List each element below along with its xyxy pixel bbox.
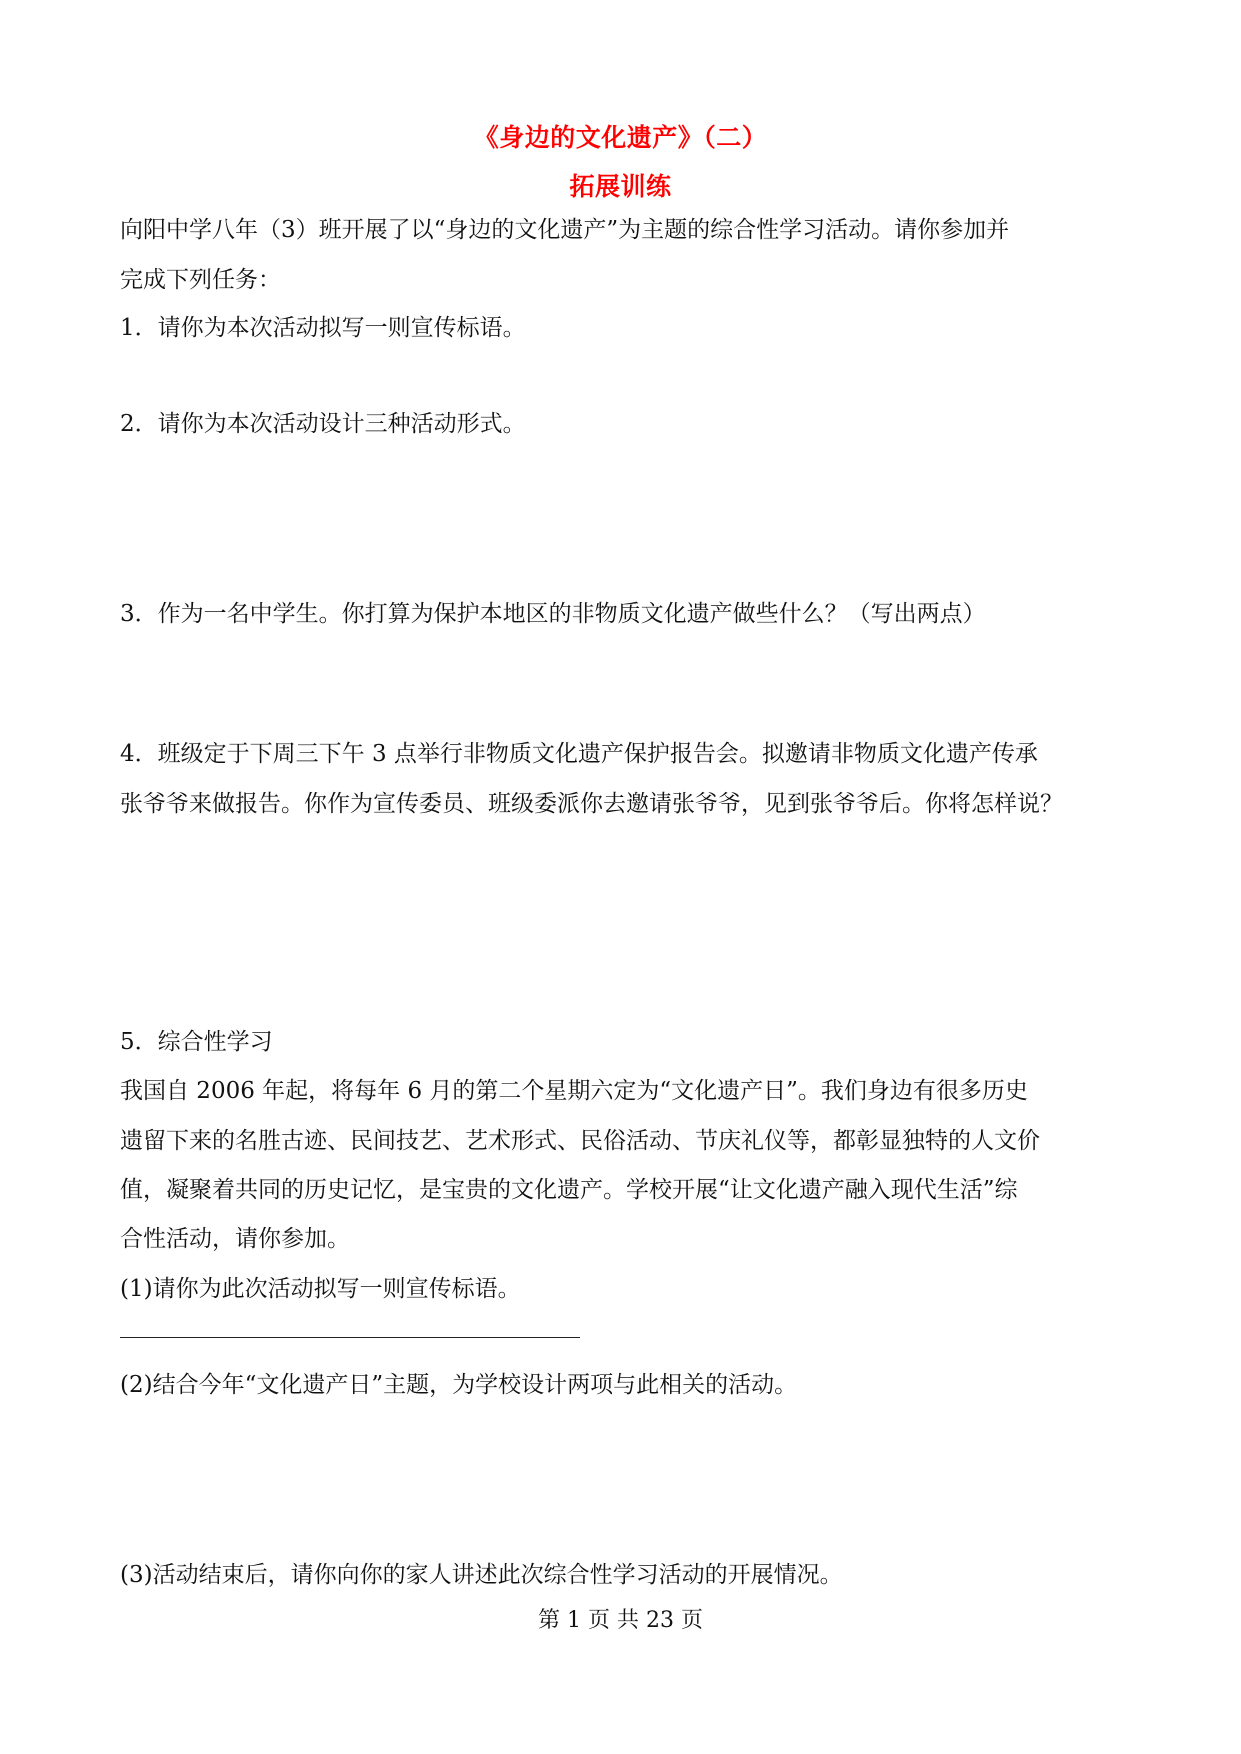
question-5-passage-line-1: 我国自 2006 年起，将每年 6 月的第二个星期六定为“文化遗产日”。我们身边有很多历史 [120, 1078, 1028, 1104]
question-5-passage-line-3: 值，凝聚着共同的历史记忆，是宝贵的文化遗产。学校开展“让文化遗产融入现代生活”综 [120, 1177, 1018, 1203]
intro-line-2: 完成下列任务： [120, 267, 281, 293]
question-5-passage-line-2: 遗留下来的名胜古迹、民间技艺、艺术形式、民俗活动、节庆礼仪等，都彰显独特的人文价 [120, 1128, 1040, 1154]
question-5-heading: 5．综合性学习 [120, 1029, 273, 1055]
page-number-footer: 第 1 页 共 23 页 [538, 1608, 703, 1633]
question-3: 3．作为一名中学生。你打算为保护本地区的非物质文化遗产做些什么？（写出两点） [120, 601, 986, 627]
question-2: 2．请你为本次活动设计三种活动形式。 [120, 411, 526, 437]
document-subtitle: 拓展训练 [569, 172, 672, 201]
question-5-passage-line-4: 合性活动，请你参加。 [120, 1226, 350, 1252]
question-5-part-2: (2)结合今年“文化遗产日”主题，为学校设计两项与此相关的活动。 [120, 1372, 798, 1398]
answer-line [120, 1337, 580, 1338]
question-4-line-1: 4．班级定于下周三下午 3 点举行非物质文化遗产保护报告会。拟邀请非物质文化遗产传承 [120, 741, 1038, 767]
intro-line-1: 向阳中学八年（3）班开展了以“身边的文化遗产”为主题的综合性学习活动。请你参加并 [120, 217, 1010, 243]
question-4-line-2: 张爷爷来做报告。你作为宣传委员、班级委派你去邀请张爷爷，见到张爷爷后。你将怎样说？ [120, 791, 1063, 817]
question-1: 1．请你为本次活动拟写一则宣传标语。 [120, 315, 526, 341]
question-5-part-1: (1)请你为此次活动拟写一则宣传标语。 [120, 1276, 521, 1302]
question-5-part-3: (3)活动结束后，请你向你的家人讲述此次综合性学习活动的开展情况。 [120, 1562, 843, 1588]
document-title: 《身边的文化遗产》（二） [473, 123, 768, 152]
